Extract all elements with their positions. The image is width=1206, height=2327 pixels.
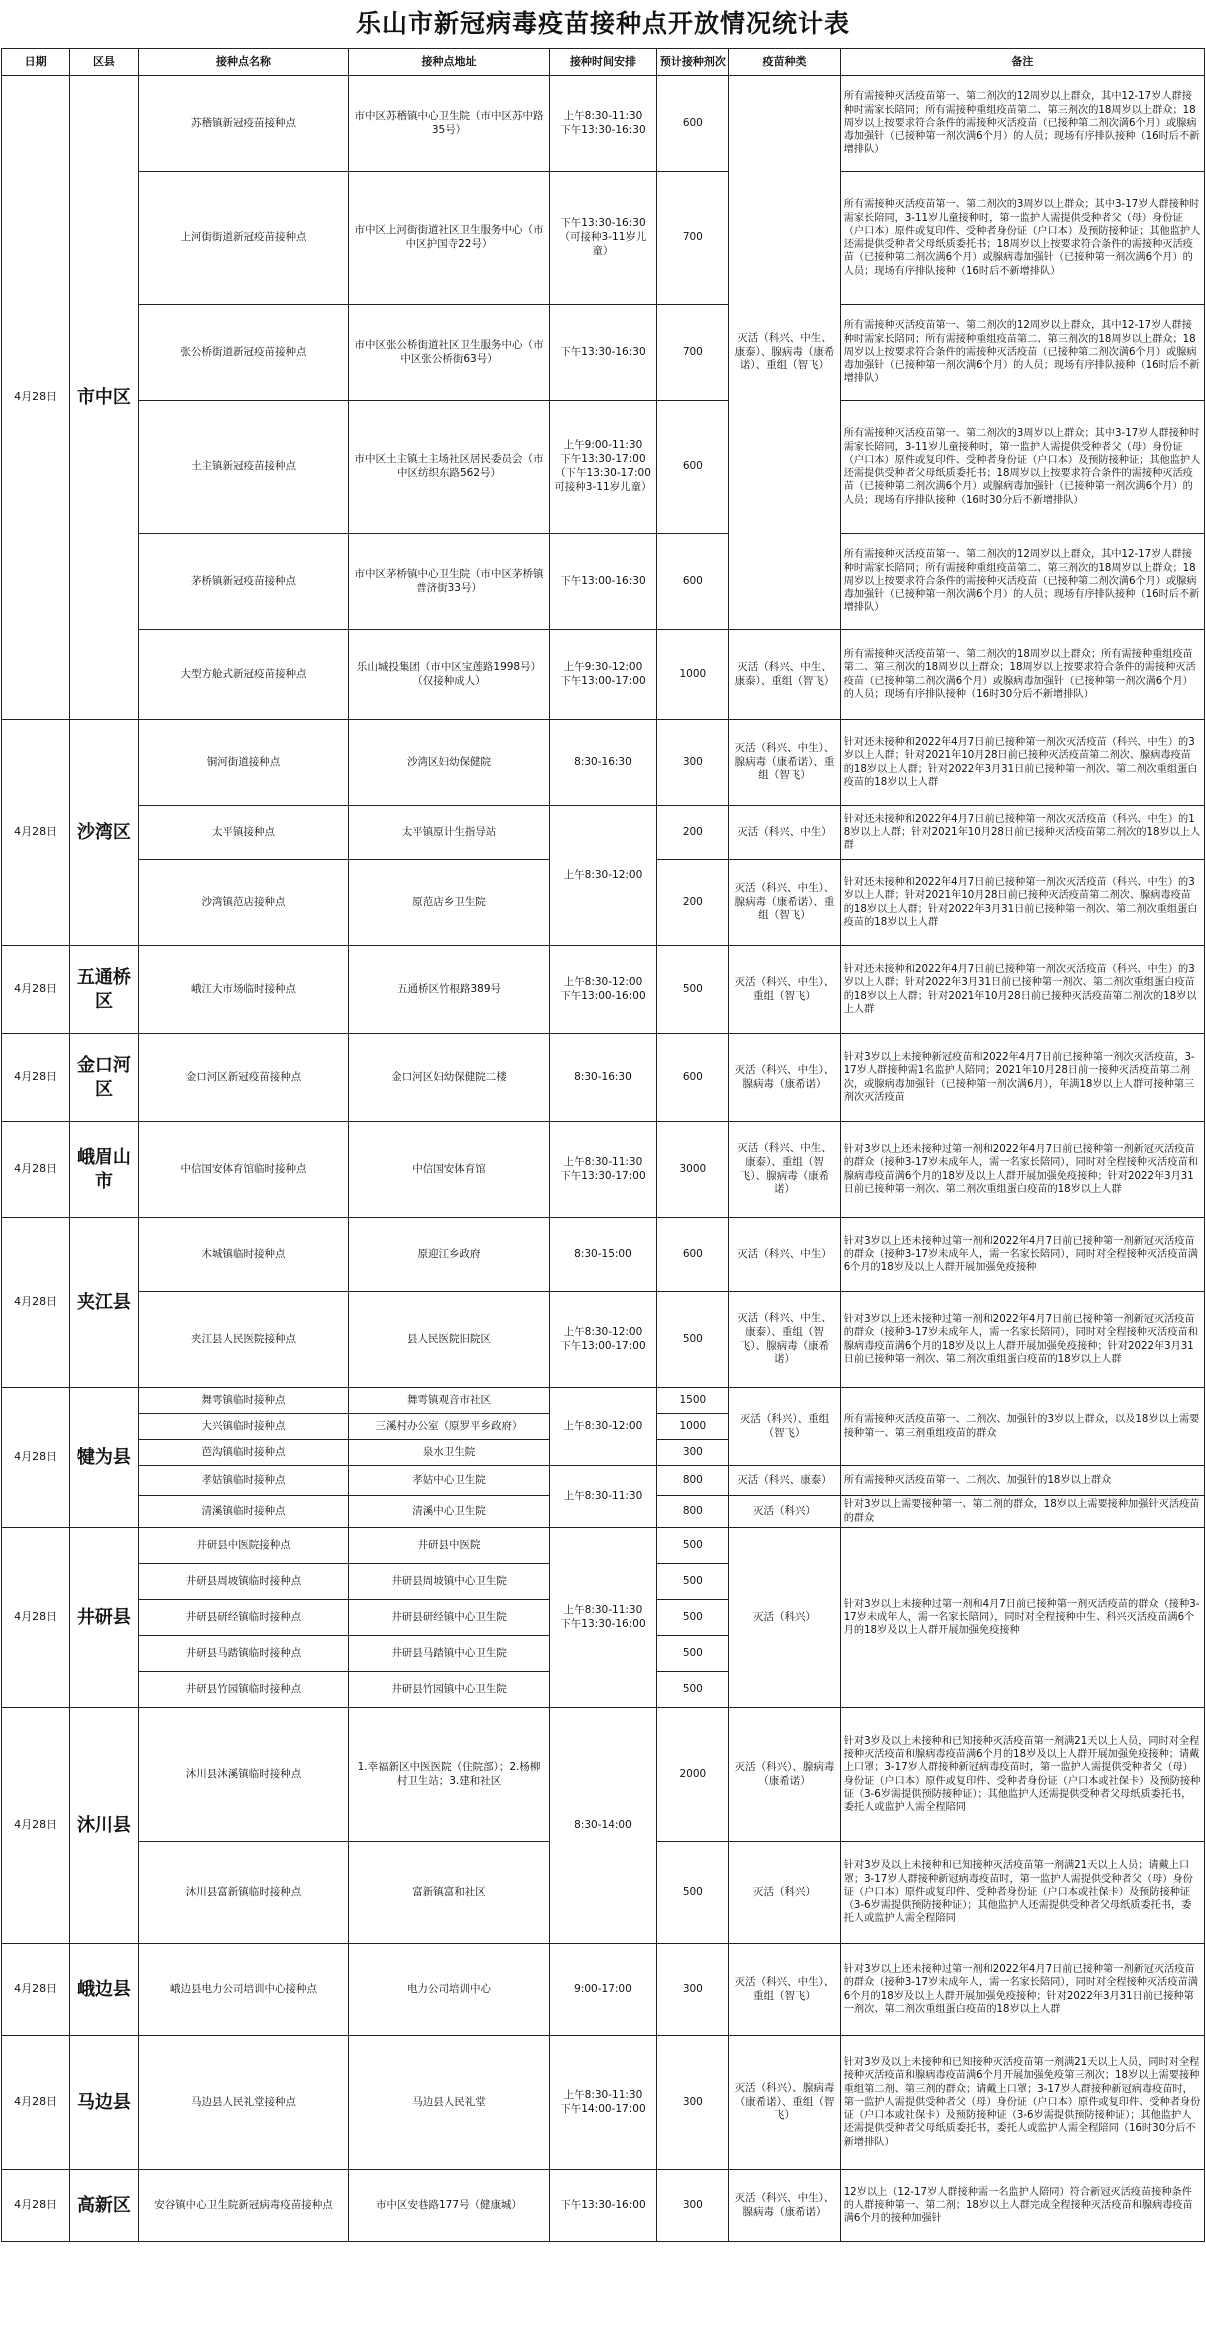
table-cell-name: 铜河街道接种点 (138, 720, 349, 806)
table-cell: 500 (657, 1636, 729, 1672)
table-row (2, 1218, 1205, 1292)
table-cell-addr: 沙湾区妇幼保健院 (349, 720, 549, 806)
table-cell: 8:30-15:00 (549, 1218, 657, 1292)
table-cell-note: 所有需接种灭活疫苗第一、二剂次、加强针的3岁以上群众，以及18岁以上需要接种第一、第三剂重组疫苗的群众 (840, 1388, 1204, 1466)
table-cell-county: 犍为县 (70, 1388, 138, 1528)
table-cell-name: 孝姑镇临时接种点 (138, 1466, 349, 1496)
table-cell-name: 峨边县电力公司培训中心接种点 (138, 1944, 349, 2036)
table-cell-name: 芭沟镇临时接种点 (138, 1440, 349, 1466)
header-site-name: 接种点名称 (138, 49, 349, 76)
table-cell-note: 针对3岁及以上未接种和已知接种灭活疫苗第一剂满21天以上人员；请戴上口罩；3-17岁人群接种新冠病毒疫苗时，第一监护人需提供受种者父（母）身份证（户口本）原件或复印件、受种者身份证（户口本或社保卡）及预防接种证（3-6岁需提供预防接种证）；其他监护人还需提供受种者父母纸质委托书，委托人或监护人需全程陪同 (840, 1842, 1204, 1944)
table-row (2, 2170, 1205, 2242)
table-cell: 500 (657, 1564, 729, 1600)
table-row (2, 1388, 1205, 1414)
table-cell: 8:30-16:30 (549, 1034, 657, 1122)
table-row (2, 1466, 1205, 1496)
table-cell-note: 针对3岁以上还未接种过第一剂和2022年4月7日前已接种第一剂新冠灭活疫苗的群众（接种3-17岁未成年人，需一名家长陪同），同时对全程接种灭活疫苗和腺病毒疫苗满6个月的18岁及以上人群开展加强免疫接种；针对2022年3月31日前已接种第一剂次、第二剂次重组蛋白疫苗的18岁以上人群 (840, 1122, 1204, 1218)
table-cell-name: 上河街街道新冠疫苗接种点 (138, 172, 349, 305)
table-cell-note: 针对3岁以上还未接种过第一剂和2022年4月7日前已接种第一剂新冠灭活疫苗的群众（接种3-17岁未成年人，需一名家长陪同），同时对全程接种灭活疫苗满6个月的18岁及以上人群开展加强免疫接种；针对2022年3月31日前已接种第一剂次、第二剂次重组蛋白疫苗的18岁以上人群 (840, 1944, 1204, 2036)
table-cell-county: 峨边县 (70, 1944, 138, 2036)
table-cell-note: 所有需接种灭活疫苗第一、第二剂次的3周岁以上群众；其中3-17岁人群接种时需家长陪同，3-11岁儿童接种时，第一监护人需提供受种者父（母）身份证（户口本）原件或复印件、受种者身份证（户口本）及预防接种证；其他监护人还需提供受种者父母纸质委托书；18周岁以上按要求符合条件的需接种灭活疫苗（已接种第二剂次满6个月）或腺病毒加强针（已接种第一剂次满6个月）的人员；现场有序排队接种（16时30分后不新增排队） (840, 401, 1204, 534)
table-cell-name: 清溪镇临时接种点 (138, 1496, 349, 1528)
table-cell: 下午13:00-16:30 (549, 534, 657, 630)
table-cell-county: 高新区 (70, 2170, 138, 2242)
table-cell-name: 井研县中医院接种点 (138, 1528, 349, 1564)
table-cell-county: 金口河区 (70, 1034, 138, 1122)
table-cell: 上午8:30-11:30 下午13:30-16:30 (549, 76, 657, 172)
table-cell-note: 针对还未接种和2022年4月7日前已接种第一剂次灭活疫苗（科兴、中生）的3岁以上人群；针对2022年3月31日前已接种第一剂次、第二剂次重组蛋白疫苗的18岁以上人群；针对2021年10月28日前已接种灭活疫苗第二剂次的18岁以上人群 (840, 946, 1204, 1034)
table-row (2, 1708, 1205, 1842)
table-cell-addr: 电力公司培训中心 (349, 1944, 549, 2036)
table-cell-addr: 孝姑中心卫生院 (349, 1466, 549, 1496)
table-cell: 3000 (657, 1122, 729, 1218)
table-cell-county: 马边县 (70, 2036, 138, 2170)
table-cell-note: 针对3岁及以上未接种和已知接种灭活疫苗第一剂满21天以上人员，同时对全程接种灭活疫苗和腺病毒疫苗满6个月的18岁及以上人群开展加强免疫接种；请戴上口罩；3-17岁人群接种新冠病毒疫苗时，第一监护人需提供受种者父（母）身份证（户口本）原件或复印件、受种者身份证（户口本或社保卡）及预防接种证（3-6岁需提供预防接种证）；其他监护人还需提供受种者父母纸质委托书，委托人或监护人需全程陪同 (840, 1708, 1204, 1842)
table-cell-addr: 泉水卫生院 (349, 1440, 549, 1466)
table-cell-name: 井研县周坡镇临时接种点 (138, 1564, 349, 1600)
table-cell-name: 金口河区新冠疫苗接种点 (138, 1034, 349, 1122)
table-row (2, 1122, 1205, 1218)
table-cell: 灭活（科兴、中生、康泰）、重组（智飞） (729, 630, 840, 720)
table-cell: 灭活（科兴、中生）、腺病毒（康希诺）、重组（智飞） (729, 860, 840, 946)
table-cell-county: 井研县 (70, 1528, 138, 1708)
table-cell-addr: 市中区苏稽镇中心卫生院（市中区苏中路35号） (349, 76, 549, 172)
header-schedule: 接种时间安排 (549, 49, 657, 76)
table-cell-name: 沙湾镇范店接种点 (138, 860, 349, 946)
table-cell-county: 沙湾区 (70, 720, 138, 946)
table-cell-addr: 舞雩镇观音市社区 (349, 1388, 549, 1414)
table-cell-addr: 井研县竹园镇中心卫生院 (349, 1672, 549, 1708)
table-cell: 300 (657, 1944, 729, 2036)
table-cell-name: 沐川县富新镇临时接种点 (138, 1842, 349, 1944)
table-cell-name: 大型方舱式新冠疫苗接种点 (138, 630, 349, 720)
table-cell: 500 (657, 1292, 729, 1388)
table-cell-date: 4月28日 (2, 1218, 70, 1388)
table-cell-name: 井研县马踏镇临时接种点 (138, 1636, 349, 1672)
table-cell-addr: 市中区上河街街道社区卫生服务中心（市中区护国寺22号） (349, 172, 549, 305)
table-cell-addr: 井研县研经镇中心卫生院 (349, 1600, 549, 1636)
table-cell: 下午13:30-16:30 (549, 305, 657, 401)
table-cell: 灭活（科兴、中生）、腺病毒（康希诺） (729, 2170, 840, 2242)
table-row (2, 534, 1205, 630)
table-cell: 300 (657, 720, 729, 806)
table-cell: 上午8:30-12:00 下午13:00-16:00 (549, 946, 657, 1034)
table-cell-addr: 市中区茅桥镇中心卫生院（市中区茅桥镇普济街33号） (349, 534, 549, 630)
table-cell-name: 中信国安体育馆临时接种点 (138, 1122, 349, 1218)
table-cell: 500 (657, 1842, 729, 1944)
table-cell-name: 大兴镇临时接种点 (138, 1414, 349, 1440)
table-cell-date: 4月28日 (2, 946, 70, 1034)
table-cell: 上午8:30-12:00 (549, 1388, 657, 1466)
table-cell: 上午8:30-12:00 下午13:00-17:00 (549, 1292, 657, 1388)
table-cell-note: 针对3岁以上还未接种过第一剂和2022年4月7日前已接种第一剂新冠灭活疫苗的群众（接种3-17岁未成年人，需一名家长陪同），同时对全程接种灭活疫苗满6个月的18岁及以上人群开展加强免疫接种 (840, 1218, 1204, 1292)
table-cell-note: 针对3岁及以上未接种和已知接种灭活疫苗第一剂满21天以上人员，同时对全程接种灭活疫苗和腺病毒疫苗满6个月开展加强免疫第三剂次；18岁以上需要接种重组第二剂、第三剂的群众；请戴上口罩；3-17岁人群接种新冠病毒疫苗时，第一监护人需提供受种者父（母）身份证（户口本）原件或复印件、受种者身份证（户口本或社保卡）及预防接种证（3-6岁需提供预防接种证）；其他监护人还需提供受种者父母纸质委托书，委托人或监护人需全程陪同（16时30分后不新增排队） (840, 2036, 1204, 2170)
table-row (2, 172, 1205, 305)
table-cell-county: 夹江县 (70, 1218, 138, 1388)
table-cell-addr: 太平镇原计生指导站 (349, 806, 549, 860)
table-cell-name: 峨江大市场临时接种点 (138, 946, 349, 1034)
table-cell: 灭活（科兴、康泰） (729, 1466, 840, 1496)
table-cell: 灭活（科兴、中生）、重组（智飞） (729, 1944, 840, 2036)
table-row (2, 1034, 1205, 1122)
table-cell-note: 针对还未接种和2022年4月7日前已接种第一剂次灭活疫苗（科兴、中生）的3岁以上人群；针对2021年10月28日前已接种灭活疫苗第二剂次、腺病毒疫苗的18岁以上人群；针对2022年3月31日前已接种第一剂次、第二剂次重组蛋白疫苗的18岁以上人群 (840, 860, 1204, 946)
table-cell-name: 土主镇新冠疫苗接种点 (138, 401, 349, 534)
table-cell-addr: 金口河区妇幼保健院二楼 (349, 1034, 549, 1122)
table-cell: 灭活（科兴、中生、康泰）、重组（智飞）、腺病毒（康希诺） (729, 1292, 840, 1388)
table-cell: 8:30-14:00 (549, 1708, 657, 1944)
table-cell-note: 针对还未接种和2022年4月7日前已接种第一剂次灭活疫苗（科兴、中生）的3岁以上人群；针对2021年10月28日前已接种灭活疫苗第二剂次、腺病毒疫苗的18岁以上人群；针对2022年3月31日前已接种第一剂次、第二剂次重组蛋白疫苗的18岁以上人群 (840, 720, 1204, 806)
table-cell-county: 沐川县 (70, 1708, 138, 1944)
table-cell: 灭活（科兴、中生、康泰）、腺病毒（康希诺）、重组（智飞） (729, 76, 840, 630)
header-remarks: 备注 (840, 49, 1204, 76)
table-cell-addr: 清溪中心卫生院 (349, 1496, 549, 1528)
table-cell-addr: 三溪村办公室（原罗平乡政府） (349, 1414, 549, 1440)
table-row (2, 2036, 1205, 2170)
table-cell: 500 (657, 1600, 729, 1636)
header-site-address: 接种点地址 (349, 49, 549, 76)
table-cell: 下午13:30-16:30 （可接种3-11岁儿童） (549, 172, 657, 305)
table-cell-date: 4月28日 (2, 720, 70, 946)
table-cell-note: 所有需接种灭活疫苗第一、二剂次、加强针的18岁以上群众 (840, 1466, 1204, 1496)
table-cell-note: 针对3岁以上还未接种过第一剂和2022年4月7日前已接种第一剂新冠灭活疫苗的群众（接种3-17岁未成年人，需一名家长陪同），同时对全程接种灭活疫苗和腺病毒疫苗满6个月的18岁及以上人群开展加强免疫接种；针对2022年3月31日前已接种第一剂次、第二剂次重组蛋白疫苗的18岁以上人群 (840, 1292, 1204, 1388)
table-cell: 上午8:30-11:30 下午14:00-17:00 (549, 2036, 657, 2170)
table-cell-name: 舞雩镇临时接种点 (138, 1388, 349, 1414)
table-cell-addr: 五通桥区竹根路389号 (349, 946, 549, 1034)
table-cell-date: 4月28日 (2, 76, 70, 720)
table-cell-addr: 井研县中医院 (349, 1528, 549, 1564)
table-cell-name: 太平镇接种点 (138, 806, 349, 860)
table-cell: 灭活（科兴、中生）、重组（智飞） (729, 946, 840, 1034)
table-cell-date: 4月28日 (2, 2036, 70, 2170)
table-cell: 上午8:30-11:30 下午13:30-17:00 (549, 1122, 657, 1218)
table-cell-note: 所有需接种灭活疫苗第一、第二剂次的3周岁以上群众；其中3-17岁人群接种时需家长陪同，3-11岁儿童接种时，第一监护人需提供受种者父（母）身份证（户口本）原件或复印件、受种者身份证（户口本）及预防接种证；其他监护人还需提供受种者父母纸质委托书；18周岁以上按要求符合条件的需接种灭活疫苗（已接种第二剂次满6个月）或腺病毒加强针（已接种第一剂次满6个月）的人员；现场有序排队接种（16时后不新增排队） (840, 172, 1204, 305)
table-cell: 灭活（科兴） (729, 1842, 840, 1944)
table-cell: 1500 (657, 1388, 729, 1414)
header-vaccine-type: 疫苗种类 (729, 49, 840, 76)
table-cell: 1000 (657, 1414, 729, 1440)
table-cell-county: 五通桥区 (70, 946, 138, 1034)
table-cell: 上午9:30-12:00 下午13:00-17:00 (549, 630, 657, 720)
table-cell: 灭活（科兴、中生）、腺病毒（康希诺）、重组（智飞） (729, 720, 840, 806)
table-cell-note: 针对3岁以上未接种过第一剂和4月7日前已接种第一剂灭活疫苗的群众（接种3-17岁未成年人，需一名家长陪同），同时对全程接种中生、科兴灭活疫苗满6个月的18岁及以上人群开展加强免疫接种 (840, 1528, 1204, 1708)
table-header-row (2, 49, 1205, 76)
vaccination-sites-table (1, 48, 1205, 2242)
table-cell-note: 所有需接种灭活疫苗第一、第二剂次的12周岁以上群众，其中12-17岁人群接种时需家长陪同；所有需接种重组疫苗第二、第三剂次的18周岁以上群众；18周岁以上按要求符合条件的需接种灭活疫苗（已接种第二剂次满6个月）或腺病毒加强针（已接种第一剂次满6个月）的人员；现场有序排队接种（16时后不新增排队） (840, 534, 1204, 630)
table-cell-name: 苏稽镇新冠疫苗接种点 (138, 76, 349, 172)
table-cell-addr: 原迎江乡政府 (349, 1218, 549, 1292)
table-cell-note: 针对还未接种和2022年4月7日前已接种第一剂次灭活疫苗（科兴、中生）的18岁以上人群；针对2021年10月28日前已接种灭活疫苗第二剂次的18岁以上人群 (840, 806, 1204, 860)
table-cell: 700 (657, 305, 729, 401)
table-cell: 600 (657, 401, 729, 534)
table-cell: 300 (657, 1440, 729, 1466)
table-cell: 上午8:30-11:30 下午13:30-16:00 (549, 1528, 657, 1708)
table-cell-date: 4月28日 (2, 1388, 70, 1528)
table-cell-addr: 市中区安巷路177号（健康城） (349, 2170, 549, 2242)
table-row (2, 806, 1205, 860)
table-cell: 灭活（科兴）、重组（智飞） (729, 1388, 840, 1466)
table-cell: 600 (657, 1034, 729, 1122)
table-cell-addr: 市中区张公桥街道社区卫生服务中心（市中区张公桥街63号） (349, 305, 549, 401)
table-cell: 9:00-17:00 (549, 1944, 657, 2036)
table-cell-date: 4月28日 (2, 1944, 70, 2036)
page-title: 乐山市新冠病毒疫苗接种点开放情况统计表 (355, 9, 850, 38)
table-cell: 8:30-16:30 (549, 720, 657, 806)
table-cell: 500 (657, 1528, 729, 1564)
header-date: 日期 (2, 49, 70, 76)
table-cell-addr: 井研县周坡镇中心卫生院 (349, 1564, 549, 1600)
table-body (2, 76, 1205, 2242)
table-row (2, 630, 1205, 720)
table-cell-name: 安谷镇中心卫生院新冠病毒疫苗接种点 (138, 2170, 349, 2242)
table-cell: 500 (657, 946, 729, 1034)
table-row (2, 720, 1205, 806)
table-cell: 灭活（科兴） (729, 1496, 840, 1528)
table-cell: 2000 (657, 1708, 729, 1842)
table-cell-name: 茅桥镇新冠疫苗接种点 (138, 534, 349, 630)
table-cell-county: 市中区 (70, 76, 138, 720)
table-cell-note: 12岁以上（12-17岁人群接种需一名监护人陪同）符合新冠灭活疫苗接种条件的人群接种第一、第二剂；18岁以上人群完成全程接种灭活疫苗和腺病毒疫苗满6个月的接种加强针 (840, 2170, 1204, 2242)
table-cell: 600 (657, 76, 729, 172)
table-cell: 300 (657, 2170, 729, 2242)
table-cell: 200 (657, 806, 729, 860)
table-cell-addr: 井研县马踏镇中心卫生院 (349, 1636, 549, 1672)
table-cell-date: 4月28日 (2, 1034, 70, 1122)
table-cell-note: 所有需接种灭活疫苗第一、第二剂次的12周岁以上群众，其中12-17岁人群接种时需家长陪同；所有需接种重组疫苗第二、第三剂次的18周岁以上群众；18周岁以上按要求符合条件的需接种灭活疫苗（已接种第二剂次满6个月）或腺病毒加强针（已接种第一剂次满6个月）的人员；现场有序排队接种（16时后不新增排队） (840, 76, 1204, 172)
table-cell-name: 张公桥街道新冠疫苗接种点 (138, 305, 349, 401)
table-cell: 灭活（科兴）、腺病毒（康希诺）、重组（智飞） (729, 2036, 840, 2170)
table-cell-addr: 富新镇富和社区 (349, 1842, 549, 1944)
table-cell: 灭活（科兴、中生） (729, 806, 840, 860)
table-cell: 700 (657, 172, 729, 305)
table-cell: 300 (657, 2036, 729, 2170)
table-cell: 灭活（科兴、中生）、腺病毒（康希诺） (729, 1034, 840, 1122)
table-cell: 灭活（科兴）、腺病毒（康希诺） (729, 1708, 840, 1842)
table-cell: 灭活（科兴） (729, 1528, 840, 1708)
table-cell-addr: 马边县人民礼堂 (349, 2036, 549, 2170)
header-county: 区县 (70, 49, 138, 76)
table-row (2, 76, 1205, 172)
table-cell-name: 夹江县人民医院接种点 (138, 1292, 349, 1388)
table-cell-note: 所有需接种灭活疫苗第一、第二剂次的12周岁以上群众，其中12-17岁人群接种时需家长陪同；所有需接种重组疫苗第二、第三剂次的18周岁以上群众；18周岁以上按要求符合条件的需接种灭活疫苗（已接种第二剂次满6个月）或腺病毒加强针（已接种第一剂次满6个月）的人员；现场有序排队接种（16时后不新增排队） (840, 305, 1204, 401)
table-row (2, 1944, 1205, 2036)
table-cell: 500 (657, 1672, 729, 1708)
table-cell-county: 峨眉山市 (70, 1122, 138, 1218)
header-expected-doses: 预计接种剂次 (657, 49, 729, 76)
table-row (2, 305, 1205, 401)
table-cell: 上午8:30-11:30 (549, 1466, 657, 1528)
table-cell-name: 井研县竹园镇临时接种点 (138, 1672, 349, 1708)
table-cell: 下午13:30-16:00 (549, 2170, 657, 2242)
table-row (2, 946, 1205, 1034)
table-cell-addr: 中信国安体育馆 (349, 1122, 549, 1218)
table-cell-addr: 市中区土主镇土主场社区居民委员会（市中区纺织东路562号） (349, 401, 549, 534)
table-cell-note: 所有需接种灭活疫苗第一、第二剂次的18周岁以上群众；所有需接种重组疫苗第二、第三剂次的18周岁以上群众；18周岁以上按要求符合条件的需接种灭活疫苗（已接种第二剂次满6个月）或腺病毒加强针（已接种第一剂次满6个月）的人员；现场有序排队接种（16时30分后不新增排队） (840, 630, 1204, 720)
table-cell: 1000 (657, 630, 729, 720)
table-cell-addr: 原范店乡卫生院 (349, 860, 549, 946)
table-row (2, 1528, 1205, 1564)
table-cell-addr: 县人民医院旧院区 (349, 1292, 549, 1388)
table-cell: 600 (657, 1218, 729, 1292)
table-cell-name: 木城镇临时接种点 (138, 1218, 349, 1292)
table-cell: 上午8:30-12:00 (549, 806, 657, 946)
table-cell-date: 4月28日 (2, 2170, 70, 2242)
table-cell-date: 4月28日 (2, 1528, 70, 1708)
table-cell-note: 针对3岁以上需要接种第一、第二剂的群众，18岁以上需要接种加强针灭活疫苗的群众 (840, 1496, 1204, 1528)
table-cell: 200 (657, 860, 729, 946)
table-cell-date: 4月28日 (2, 1122, 70, 1218)
table-cell: 灭活（科兴、中生、康泰）、重组（智飞）、腺病毒（康希诺） (729, 1122, 840, 1218)
table-cell-name: 井研县研经镇临时接种点 (138, 1600, 349, 1636)
table-cell: 800 (657, 1496, 729, 1528)
table-cell-addr: 乐山城投集团（市中区宝莲路1998号）（仅接种成人） (349, 630, 549, 720)
table-cell-date: 4月28日 (2, 1708, 70, 1944)
table-row (2, 1292, 1205, 1388)
table-cell: 600 (657, 534, 729, 630)
table-cell-addr: 1.幸福新区中医医院（住院部）；2.杨柳村卫生站；3.建和社区 (349, 1708, 549, 1842)
table-cell-name: 马边县人民礼堂接种点 (138, 2036, 349, 2170)
table-cell: 800 (657, 1466, 729, 1496)
table-cell: 灭活（科兴、中生） (729, 1218, 840, 1292)
table-row (2, 401, 1205, 534)
table-cell-name: 沐川县沐溪镇临时接种点 (138, 1708, 349, 1842)
table-cell-note: 针对3岁以上未接种新冠疫苗和2022年4月7日前已接种第一剂次灭活疫苗，3-17岁人群接种需1名监护人陪同；2021年10月28日前一接种灭活疫苗第二剂次，或腺病毒加强针（已接种第一剂次满6月），年满18岁以上人群可接种第三剂次灭活疫苗 (840, 1034, 1204, 1122)
table-cell: 上午9:00-11:30 下午13:30-17:00 （下午13:30-17:00可接种3-11岁儿童） (549, 401, 657, 534)
